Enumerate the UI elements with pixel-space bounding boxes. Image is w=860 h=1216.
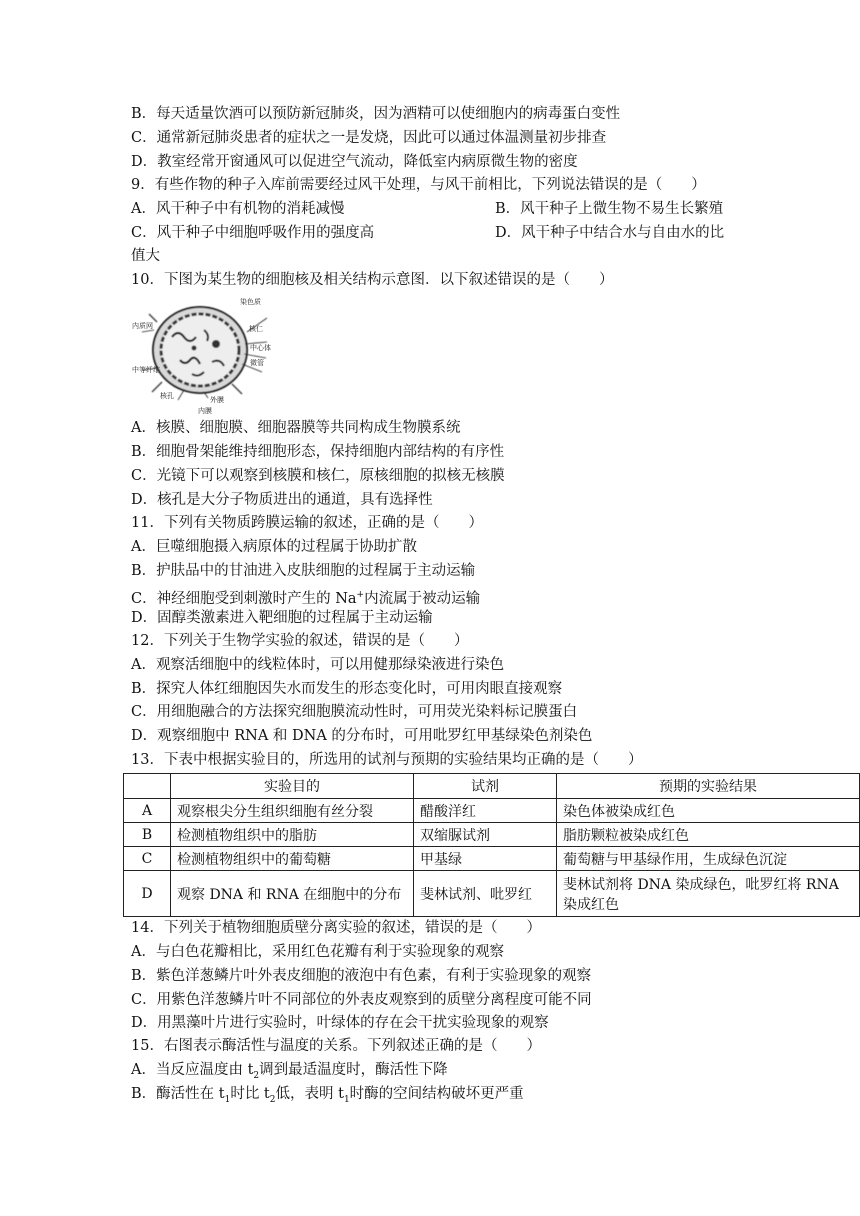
table-row	[124, 799, 860, 823]
table-cell: 染色体被染成红色	[557, 799, 860, 823]
table-cell: 葡萄糖与甲基绿作用，生成绿色沉淀	[557, 847, 860, 871]
q12-option-b: B．探究人体红细胞因失水而发生的形态变化时，可用肉眼直接观察	[131, 681, 563, 697]
q8-option-b: B．每天适量饮酒可以预防新冠肺炎，因为酒精可以使细胞内的病毒蛋白变性	[131, 106, 621, 122]
table-header-cell: 预期的实验结果	[557, 774, 860, 799]
table-cell: 醋酸洋红	[414, 799, 557, 823]
q9-option-d-continued: 值大	[131, 248, 160, 264]
table-cell: 斐林试剂、吡罗红	[414, 871, 557, 917]
figure-label-centrosome: 中心体	[250, 344, 271, 352]
q14-stem: 14．下列关于植物细胞质壁分离实验的叙述，错误的是（ ）	[131, 920, 541, 936]
q14-option-c: C．用紫色洋葱鳞片叶不同部位的外表皮观察到的质壁分离程度可能不同	[131, 992, 592, 1008]
table-cell: B	[124, 823, 171, 847]
q15-option-a: A．当反应温度由 $t_2$调到最适温度时，酶活性下降	[131, 1062, 448, 1081]
q10-option-a: A．核膜、细胞膜、细胞器膜等共同构成生物膜系统	[131, 420, 461, 436]
table-cell: 甲基绿	[414, 847, 557, 871]
q11-option-a: A．巨噬细胞摄入病原体的过程属于协助扩散	[131, 539, 417, 555]
q13-stem: 13．下表中根据实验目的，所选用的试剂与预期的实验结果均正确的是（ ）	[131, 752, 643, 768]
table-row	[124, 871, 860, 917]
figure-label-inner-membrane: 内膜	[198, 407, 212, 415]
table-row	[124, 847, 860, 871]
table-cell: 观察 DNA 和 RNA 在细胞中的分布	[171, 871, 414, 917]
table-header-row	[124, 774, 860, 799]
q12-option-c: C．用细胞融合的方法探究细胞膜流动性时，可用荧光染料标记膜蛋白	[131, 704, 578, 720]
figure-label-microtubule: 微管	[250, 359, 264, 367]
figure-label-nuclear-pore: 核孔	[160, 392, 174, 400]
q9-option-b: B．风干种子上微生物不易生长繁殖	[495, 201, 724, 217]
table-cell: 观察根尖分生组织细胞有丝分裂	[171, 799, 414, 823]
q11-option-d: D．固醇类激素进入靶细胞的过程属于主动运输	[131, 610, 433, 626]
experiment-table	[123, 773, 860, 917]
q11-stem: 11．下列有关物质跨膜运输的叙述，正确的是（ ）	[131, 515, 483, 531]
figure-label-er: 内质网	[132, 322, 153, 330]
figure-label-chromatin: 染色质	[240, 298, 261, 306]
q8-option-d: D．教室经常开窗通风可以促进空气流动，降低室内病原微生物的密度	[131, 154, 578, 170]
table-header-cell: 试剂	[414, 774, 557, 799]
q10-option-b: B．细胞骨架能维持细胞形态，保持细胞内部结构的有序性	[131, 444, 505, 460]
q9-option-c: C．风干种子中细胞呼吸作用的强度高	[131, 225, 375, 241]
table-cell: 脂肪颗粒被染成红色	[557, 823, 860, 847]
q15-option-b: B．酶活性在 $t_1$时比 $t_2$低，表明 $t_1$时酶的空间结构破坏更严重	[131, 1086, 524, 1105]
q10-stem: 10．下图为某生物的细胞核及相关结构示意图．以下叙述错误的是（ ）	[131, 272, 614, 288]
figure-label-intermediate-filament: 中等纤维	[132, 366, 160, 374]
q10-option-c: C．光镜下可以观察到核膜和核仁，原核细胞的拟核无核膜	[131, 468, 505, 484]
q8-option-c: C．通常新冠肺炎患者的症状之一是发烧，因此可以通过体温测量初步排查	[131, 130, 607, 146]
q14-option-d: D．用黑藻叶片进行实验时，叶绿体的存在会干扰实验现象的观察	[131, 1015, 549, 1031]
q9-option-a: A．风干种子中有机物的消耗减慢	[131, 201, 345, 217]
q11-option-b: B．护肤品中的甘油进入皮肤细胞的过程属于主动运输	[131, 563, 476, 579]
q12-option-a: A．观察活细胞中的线粒体时，可以用健那绿染液进行染色	[131, 657, 504, 673]
table-header-cell	[124, 774, 171, 799]
table-cell: 双缩脲试剂	[414, 823, 557, 847]
cell-nucleus-figure	[132, 292, 272, 416]
figure-label-nucleolus: 核仁	[249, 325, 263, 333]
q12-stem: 12．下列关于生物学实验的叙述，错误的是（ ）	[131, 633, 469, 649]
q9-option-d: D．风干种子中结合水与自由水的比	[495, 225, 725, 241]
table-cell: D	[124, 871, 171, 917]
figure-label-outer-membrane: 外膜	[210, 396, 224, 404]
table-cell: C	[124, 847, 171, 871]
table-header-cell: 实验目的	[171, 774, 414, 799]
q14-option-b: B．紫色洋葱鳞片叶外表皮细胞的液泡中有色素，有利于实验现象的观察	[131, 968, 592, 984]
q9-stem: 9．有些作物的种子入库前需要经过风干处理，与风干前相比，下列说法错误的是（ ）	[131, 177, 706, 193]
table-cell: 检测植物组织中的葡萄糖	[171, 847, 414, 871]
table-row	[124, 823, 860, 847]
q11-option-c: C．神经细胞受到刺激时产生的 Na+内流属于被动运输	[131, 590, 481, 607]
table-cell: A	[124, 799, 171, 823]
q14-option-a: A．与白色花瓣相比，采用红色花瓣有利于实验现象的观察	[131, 944, 504, 960]
table-cell: 斐林试剂将 DNA 染成绿色，吡罗红将 RNA 染成红色	[557, 871, 860, 917]
q12-option-d: D．观察细胞中 RNA 和 DNA 的分布时，可用吡罗红甲基绿染色剂染色	[131, 728, 593, 744]
q15-stem: 15．右图表示酶活性与温度的关系。下列叙述正确的是（ ）	[131, 1038, 541, 1054]
q10-option-d: D．核孔是大分子物质进出的通道，具有选择性	[131, 492, 433, 508]
table-cell: 检测植物组织中的脂肪	[171, 823, 414, 847]
